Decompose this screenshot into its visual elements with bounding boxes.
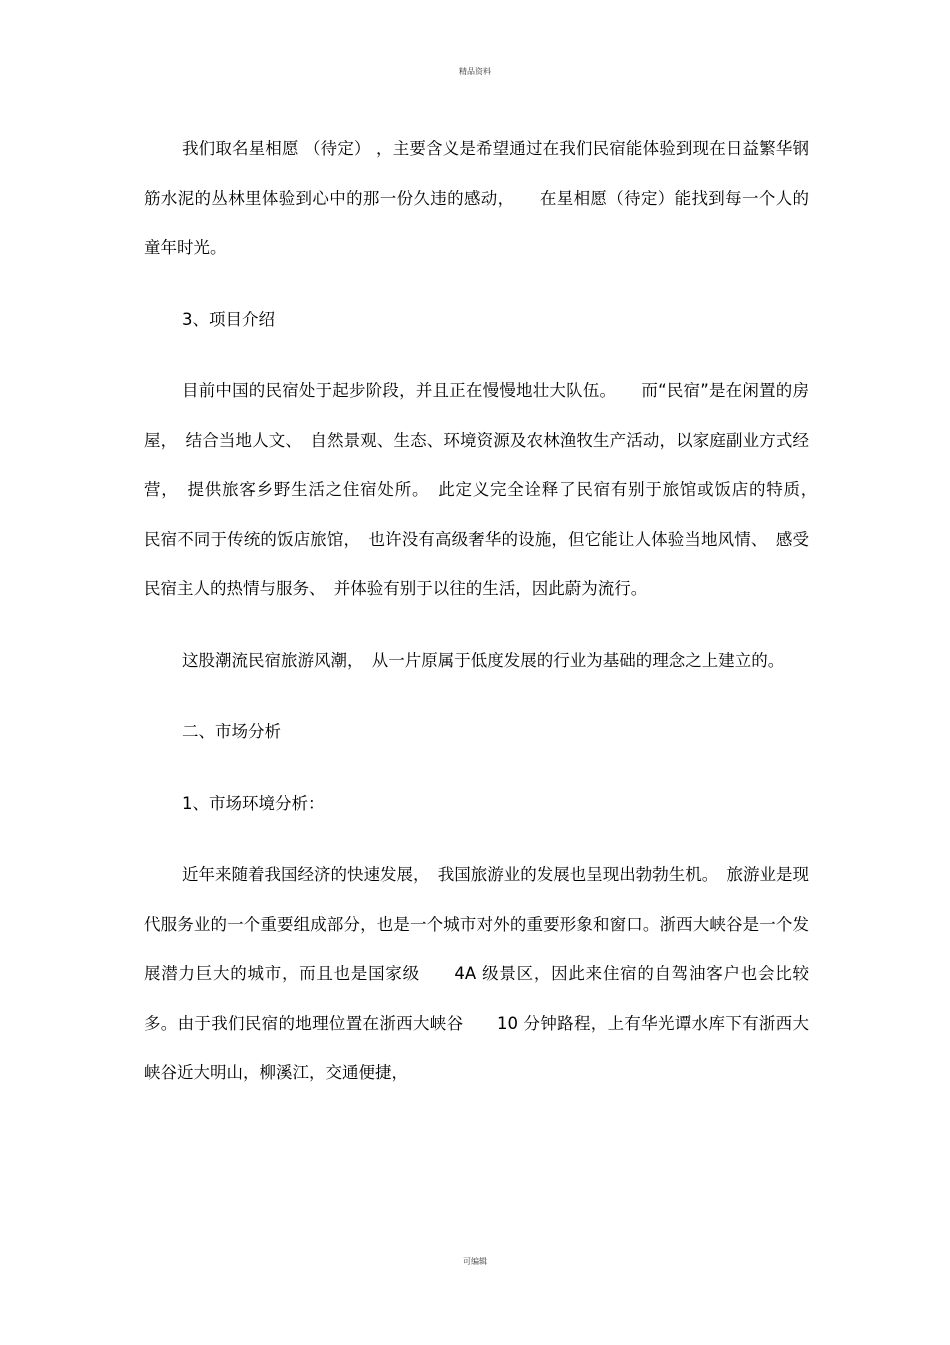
heading-project-intro: 3、项目介绍 — [182, 309, 275, 329]
page-footer: 可编辑 — [463, 1257, 487, 1266]
paragraph-minsu-definition: 目前中国的民宿处于起步阶段，并且正在慢慢地壮大队伍。 而“民宿”是在闲置的房屋， 结合当地人文、 自然景观、生态、环境资源及农林渔牧生产活动，以家庭副业方式经营， 提供旅客乡野生活之住宿处所。 此定义完全诠释了民宿有别于旅馆或饭店的特质， 民宿不同于传统的饭店旅馆， 也许没有高级奢华的设施，但它能让人体验当地风情、 感受民宿主人的热情与服务、 并体验有别于以往的生活，因此蔚为流行。 — [144, 381, 826, 598]
paragraph-name-meaning: 我们取名星相愿 （待定） ，主要含义是希望通过在我们民宿能体验到现在日益繁华钢筋水泥的丛林里体验到心中的那一份久违的感动， 在星相愿（待定）能找到每一个人的童年时光。 — [144, 139, 809, 257]
spacer — [144, 828, 809, 850]
heading-market-analysis: 二、市场分析 — [182, 722, 281, 741]
spacer — [144, 685, 809, 707]
paragraph-tourism-development: 近年来随着我国经济的快速发展， 我国旅游业的发展也呈现出勃勃生机。 旅游业是现代服务业的一个重要组成部分，也是一个城市对外的重要形象和窗口。浙西大峡谷是一个发展潜力巨大的城市，而且也是国家级 4A 级景区，因此来住宿的自驾油客户也会比较多。由于我们民宿的地理位置在浙西大峡谷 10 分钟路程，上有华光谭水库下有浙西大峡谷近大明山，柳溪江，交通便捷， — [144, 865, 809, 1082]
page-header: 精品资料 — [459, 67, 491, 76]
spacer — [144, 273, 809, 295]
spacer — [144, 344, 809, 366]
spacer — [144, 614, 809, 636]
document-body — [144, 124, 826, 1098]
heading-market-environment: 1、市场环境分析： — [182, 793, 325, 813]
paragraph-minsu-trend: 这股潮流民宿旅游风潮， 从一片原属于低度发展的行业为基础的理念之上建立的。 — [182, 650, 785, 670]
spacer — [144, 757, 809, 779]
